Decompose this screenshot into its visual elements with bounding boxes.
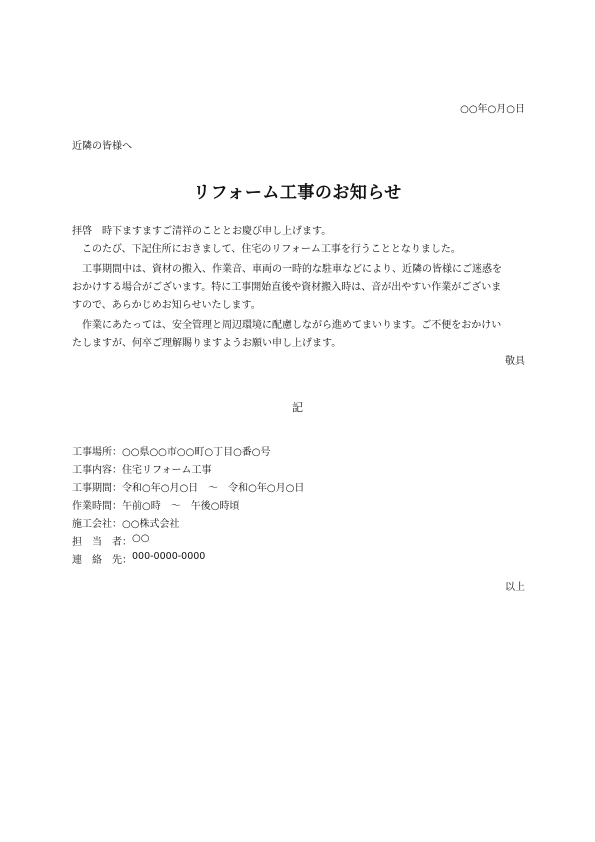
detail-value: 000-0000-0000 [132,551,206,562]
document-title: リフォーム工事のお知らせ [193,183,402,203]
detail-label: 工事期間： [72,483,122,494]
detail-value: ○○県○○市○○町○丁目○番○号 [122,447,271,458]
detail-label: 施工会社： [72,519,122,530]
end-ijo: 以上 [505,582,525,593]
detail-row-content [72,461,212,476]
ki-heading: 記 [292,401,303,414]
detail-value: ○○ [132,533,150,544]
detail-label: 作業時間： [72,501,122,512]
detail-value: 令和○年○月○日 ～ 令和○年○月○日 [122,483,305,494]
body-line: たしますが、何卒ご理解賜りますようお願い申し上げます。 [72,338,342,349]
detail-row-contractor [72,515,179,530]
detail-row-location [72,443,271,458]
detail-label: 連 絡 先： [72,555,132,566]
detail-value: 午前○時 ～ 午後○時頃 [122,501,240,512]
detail-label: 担 当 者： [72,537,132,548]
detail-row-contact [72,551,205,566]
detail-value: 住宅リフォーム工事 [122,465,212,476]
closing-keigu: 敬具 [505,356,525,367]
detail-row-hours [72,497,239,512]
body-line: 工事期間中は、資材の搬入、作業音、車両の一時的な駐車などにより、近隣の皆様にご迷惑を [72,264,502,275]
body-line: 拝啓 時下ますますご清祥のこととお慶び申し上げます。 [72,226,332,237]
detail-value: ○○株式会社 [122,519,180,530]
body-line: すので、あらかじめお知らせいたします。 [72,300,261,311]
detail-row-period [72,479,304,494]
recipient-line: 近隣の皆様へ [72,141,132,152]
body-line: おかけする場合がございます。特に工事開始直後や資材搬入時は、音が出やすい作業がございま [72,282,502,293]
detail-label: 工事内容： [72,465,122,476]
detail-label: 工事場所： [72,447,122,458]
detail-row-person [72,533,149,548]
body-line: 作業にあたっては、安全管理と周辺環境に配慮しながら進めてまいります。ご不便をおかけい [72,320,502,331]
document-date: ○○年○月○日 [460,104,525,115]
body-line: このたび、下記住所におきまして、住宅のリフォーム工事を行うこととなりました。 [72,244,461,255]
